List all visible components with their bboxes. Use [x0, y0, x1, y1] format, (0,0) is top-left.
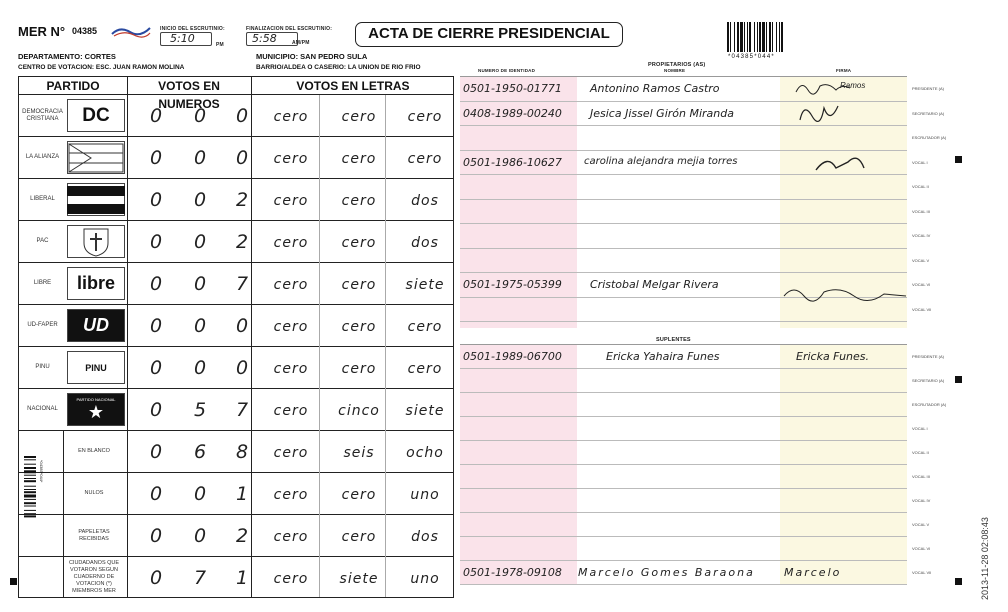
member-role: VOCAL I	[912, 426, 928, 431]
col-nombre: NOMBRE	[664, 68, 686, 73]
party-logo	[67, 393, 125, 426]
vote-digit: 0	[149, 315, 163, 337]
suplente-nombre: Ericka Yahaira Funes	[606, 350, 720, 363]
member-identidad: 0501-1950-01771	[463, 82, 562, 95]
mer-label: MER N°	[18, 24, 66, 39]
vote-word: cero	[341, 109, 377, 125]
vote-word: cero	[273, 235, 309, 251]
divider	[63, 431, 64, 597]
vote-digit: 1	[235, 567, 249, 589]
suplente-firma: Ericka Funes.	[796, 350, 870, 363]
member-role: ESCRUTADOR (A)	[912, 402, 947, 407]
member-identidad: 0501-1975-05399	[463, 278, 562, 291]
vote-digit: 0	[149, 567, 163, 589]
vote-digit: 0	[235, 357, 249, 379]
member-role: PRESIDENTE (A)	[912, 86, 945, 91]
party-name: DEMOCRACIA CRISTIANA	[22, 108, 63, 122]
vote-word: dos	[411, 235, 439, 251]
barcode-left-number: *04385*044*	[39, 460, 44, 483]
vote-word: cero	[273, 361, 309, 377]
vote-word: cero	[341, 529, 377, 545]
barcode-top-number: *04385*044*	[728, 54, 775, 60]
registration-mark	[955, 376, 962, 383]
ud-logo-icon: UD	[68, 310, 124, 341]
libre-logo-icon: libre	[76, 273, 115, 293]
member-role: VOCAL II	[912, 450, 929, 455]
vote-word: siete	[339, 571, 379, 587]
vote-digit: 0	[149, 105, 163, 127]
signature-presidente-icon	[790, 78, 870, 98]
party-row	[19, 221, 453, 263]
vote-digit: 0	[193, 483, 207, 505]
member-row-line	[460, 416, 907, 417]
member-row-line	[460, 536, 907, 537]
summary-row	[19, 431, 453, 473]
vote-word: cero	[273, 571, 309, 587]
vote-digit: 0	[149, 357, 163, 379]
col-identidad: NUMERO DE IDENTIDAD	[478, 68, 536, 73]
vote-digit: 0	[193, 189, 207, 211]
vote-word: cero	[273, 403, 309, 419]
party-row	[19, 389, 453, 431]
member-role: VOCAL V	[912, 257, 930, 263]
vote-digit: 8	[235, 441, 249, 463]
suplentes-label: SUPLENTES	[656, 337, 691, 343]
party-logo	[67, 99, 125, 132]
vote-digit: 2	[235, 525, 249, 547]
vote-word: cero	[407, 361, 443, 377]
divider	[319, 95, 320, 597]
vote-digit: 0	[193, 357, 207, 379]
member-role: VOCAL VI	[912, 546, 931, 551]
vote-digit: 1	[235, 483, 249, 505]
member-role: SECRETARIO (A)	[912, 110, 945, 116]
member-row-line	[460, 464, 907, 465]
party-logo	[67, 183, 125, 216]
barcode-top-icon	[727, 22, 820, 54]
vote-digit: 0	[193, 525, 207, 547]
vote-digit: 2	[235, 231, 249, 253]
summary-row	[19, 557, 453, 597]
vote-word: cero	[341, 319, 377, 335]
summary-name: NULOS	[84, 490, 104, 496]
member-row-line	[460, 488, 907, 489]
member-role: SECRETARIO (A)	[912, 378, 945, 383]
final-label: FINALIZACION DEL ESCRUTINIO:	[246, 26, 333, 32]
member-role: VOCAL III	[912, 474, 930, 479]
nacional-logo-icon	[68, 394, 124, 425]
divider	[127, 77, 128, 597]
vote-word: seis	[343, 445, 375, 461]
member-nombre: carolina alejandra mejia torres	[584, 155, 738, 167]
vote-word: cero	[341, 235, 377, 251]
suplente-firma: Marcelo	[784, 566, 842, 579]
final-value: 5:58	[252, 32, 277, 45]
barcode-left-icon	[24, 456, 42, 540]
member-nombre: Jesica Jissel Girón Miranda	[590, 106, 734, 120]
suplente-identidad: 0501-1978-09108	[463, 566, 562, 579]
member-row-line	[460, 512, 907, 513]
member-identidad: 0501-1986-10627	[463, 155, 562, 169]
vote-word: cinco	[338, 403, 380, 419]
member-row-line	[460, 584, 907, 585]
party-name: PAC	[36, 238, 49, 244]
dc-logo-icon: DC	[82, 104, 110, 126]
member-row-line	[460, 560, 907, 561]
pac-shield-icon	[82, 227, 110, 257]
party-row	[19, 305, 453, 347]
party-name: PINU	[35, 364, 50, 370]
party-logo	[67, 225, 125, 258]
alianza-flag-icon	[69, 144, 123, 172]
party-name: UD-FAPER	[27, 322, 58, 328]
col-partido: PARTIDO	[46, 79, 100, 93]
member-row-line	[460, 344, 907, 345]
vote-digit: 0	[235, 147, 249, 169]
results-table	[18, 76, 454, 598]
vote-word: siete	[405, 277, 445, 293]
vote-word: uno	[410, 487, 440, 503]
registration-mark	[955, 156, 962, 163]
divider	[251, 77, 252, 597]
vote-word: cero	[341, 151, 377, 167]
col-firma: FIRMA	[836, 68, 852, 73]
vote-digit: 0	[193, 315, 207, 337]
tse-logo-icon	[110, 24, 152, 38]
table-header	[19, 77, 453, 111]
vote-word: cero	[273, 319, 309, 335]
vote-digit: 0	[149, 147, 163, 169]
vote-digit: 0	[235, 315, 249, 337]
nacional-logo-label: PARTIDO NACIONAL	[76, 396, 116, 402]
member-row-line	[460, 368, 907, 369]
party-name: NACIONAL	[27, 406, 58, 412]
vote-digit: 0	[149, 399, 163, 421]
member-identidad: 0408-1989-00240	[463, 106, 562, 120]
col-numeros: VOTOS EN NUMEROS	[158, 79, 220, 111]
member-row-line	[460, 223, 907, 224]
vote-word: cero	[407, 109, 443, 125]
signature-secretario-icon	[790, 98, 850, 128]
vote-digit: 5	[193, 399, 207, 421]
departamento-field: DEPARTAMENTO: CORTES	[18, 52, 116, 61]
vote-digit: 0	[149, 483, 163, 505]
member-row-line	[460, 76, 907, 77]
suplente-identidad: 0501-1989-06700	[463, 350, 562, 363]
mer-number: 04385	[72, 26, 98, 36]
vote-word: dos	[411, 529, 439, 545]
member-role: VOCAL III	[912, 208, 930, 214]
party-row	[19, 263, 453, 305]
vote-word: cero	[341, 277, 377, 293]
vote-word: cero	[341, 193, 377, 209]
vote-digit: 0	[193, 231, 207, 253]
vote-digit: 6	[193, 441, 207, 463]
col-letras: VOTOS EN LETRAS	[296, 79, 410, 93]
vote-digit: 7	[193, 567, 207, 589]
scan-timestamp: 2013-11-28 02:08:43	[980, 517, 990, 600]
member-role: VOCAL VII	[912, 570, 932, 575]
municipio-field: MUNICIPIO: SAN PEDRO SULA	[256, 52, 368, 61]
party-row	[19, 347, 453, 389]
registration-mark	[10, 578, 17, 585]
vote-digit: 0	[193, 105, 207, 127]
final-suffix: AM/PM	[292, 40, 310, 46]
summary-name: EN BLANCO	[78, 448, 110, 454]
svg-text:Ramos: Ramos	[840, 81, 866, 90]
vote-word: siete	[405, 403, 445, 419]
member-nombre: Cristobal Melgar Rivera	[590, 278, 719, 291]
member-nombre: Antonino Ramos Castro	[590, 82, 720, 95]
vote-digit: 2	[235, 189, 249, 211]
pinu-logo-icon: PINU	[85, 362, 107, 373]
signature-vocal6-icon	[780, 282, 910, 306]
inicio-label: INICIO DEL ESCRUTINIO:	[160, 26, 225, 32]
party-logo	[67, 351, 125, 384]
vote-digit: 7	[235, 399, 249, 421]
vote-digit: 0	[149, 189, 163, 211]
party-row	[19, 179, 453, 221]
vote-digit: 0	[193, 147, 207, 169]
vote-digit: 0	[149, 525, 163, 547]
summary-row	[19, 515, 453, 557]
inicio-value: 5:10	[170, 32, 195, 45]
vote-digit: 0	[149, 441, 163, 463]
vote-digit: 7	[235, 273, 249, 295]
star-icon: ★	[87, 401, 105, 422]
party-row	[19, 95, 453, 137]
party-name: LA ALIANZA	[25, 154, 60, 160]
liberal-flag-icon	[67, 186, 125, 214]
party-row	[19, 137, 453, 179]
vote-digit: 0	[235, 105, 249, 127]
member-role: VOCAL I	[912, 159, 928, 165]
member-row-line	[460, 321, 907, 322]
vote-word: dos	[411, 193, 439, 209]
barrio-field: BARRIO/ALDEA O CASERIO: LA UNION DE RIO FRIO	[256, 64, 421, 71]
member-role: VOCAL II	[912, 184, 929, 189]
member-row-line	[460, 272, 907, 273]
member-role: VOCAL VI	[912, 282, 931, 287]
vote-word: cero	[273, 529, 309, 545]
member-role: VOCAL IV	[912, 498, 931, 503]
vote-word: cero	[341, 361, 377, 377]
member-row-line	[460, 199, 907, 200]
vote-word: cero	[273, 277, 309, 293]
member-row-line	[460, 440, 907, 441]
party-logo	[67, 267, 125, 300]
vote-word: cero	[273, 445, 309, 461]
registration-mark	[955, 578, 962, 585]
vote-word: cero	[273, 193, 309, 209]
party-name: LIBRE	[33, 280, 52, 286]
member-role: VOCAL V	[912, 522, 930, 527]
col-propietarios: PROPIETARIOS (AS)	[648, 62, 706, 68]
inicio-suffix: PM	[216, 42, 224, 48]
divider	[385, 95, 386, 597]
party-name: LIBERAL	[30, 196, 55, 202]
vote-word: cero	[273, 151, 309, 167]
summary-name: CIUDADANOS QUE VOTARON SEGUN CUADERNO DE VOTACION (*) MIEMBROS MER	[68, 559, 120, 594]
signature-vocal1-icon	[812, 150, 872, 178]
member-role: ESCRUTADOR (A)	[912, 135, 947, 140]
vote-digit: 0	[193, 273, 207, 295]
vote-digit: 0	[149, 273, 163, 295]
member-row-line	[460, 392, 907, 393]
vote-word: cero	[273, 109, 309, 125]
vote-digit: 0	[149, 231, 163, 253]
page-title: ACTA DE CIERRE PRESIDENCIAL	[355, 22, 623, 47]
suplente-nombre: Marcelo Gomes Baraona	[578, 566, 755, 579]
vote-word: uno	[410, 571, 440, 587]
centro-field: CENTRO DE VOTACION: ESC. JUAN RAMON MOLINA	[18, 64, 185, 71]
vote-word: cero	[407, 319, 443, 335]
member-role: VOCAL IV	[912, 233, 931, 238]
vote-word: cero	[341, 487, 377, 503]
party-logo	[67, 141, 125, 174]
member-role: VOCAL VII	[912, 306, 932, 312]
vote-word: ocho	[406, 445, 444, 461]
vote-word: cero	[273, 487, 309, 503]
party-logo	[67, 309, 125, 342]
vote-word: cero	[407, 151, 443, 167]
member-role: PRESIDENTE (A)	[912, 354, 945, 359]
summary-name: PAPELETAS RECIBIDAS	[78, 528, 110, 542]
summary-row	[19, 473, 453, 515]
member-row-line	[460, 248, 907, 249]
